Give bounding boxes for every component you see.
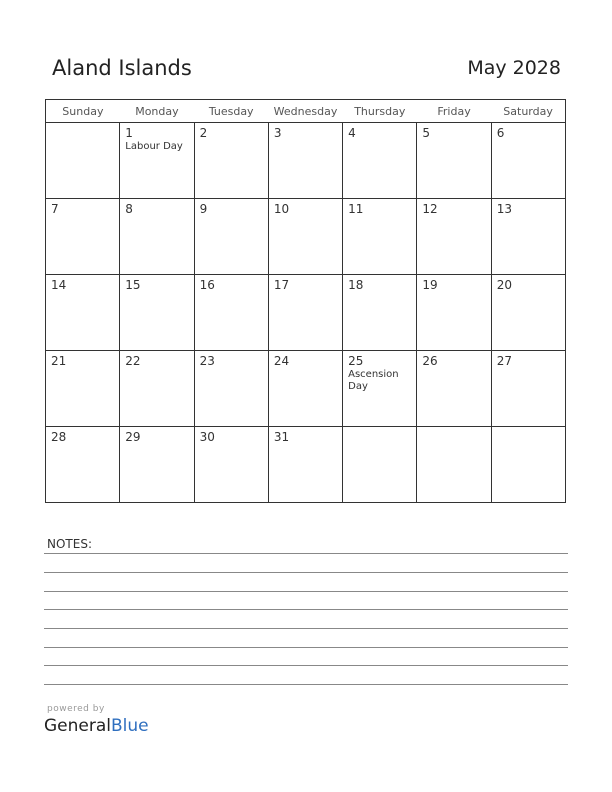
brand-blue: Blue — [111, 716, 149, 736]
day-cell[interactable] — [268, 275, 342, 351]
weekday-header: Tuesday — [194, 100, 268, 123]
day-number: 30 — [199, 430, 215, 444]
weekday-header: Monday — [120, 100, 194, 123]
day-number: 2 — [199, 126, 208, 140]
note-line — [44, 647, 568, 648]
day-cell[interactable] — [343, 351, 417, 427]
day-cell[interactable] — [491, 351, 565, 427]
weekday-header: Saturday — [491, 100, 565, 123]
day-number: 17 — [273, 278, 290, 292]
day-number: 13 — [496, 202, 512, 216]
day-cell[interactable] — [417, 199, 491, 275]
day-cell[interactable] — [343, 275, 417, 351]
week-row — [46, 427, 566, 503]
weekday-header: Thursday — [343, 100, 417, 123]
week-row — [46, 351, 566, 427]
day-number: 27 — [496, 354, 512, 368]
weekday-header-row — [46, 100, 566, 123]
holiday-label: Ascension Day — [348, 369, 399, 392]
notes-label: NOTES: — [47, 537, 92, 551]
day-number: 14 — [51, 278, 67, 292]
day-cell[interactable] — [268, 199, 342, 275]
day-number: 26 — [422, 354, 438, 368]
day-number: 20 — [496, 278, 512, 292]
day-cell[interactable] — [268, 351, 342, 427]
brand-general: General — [44, 716, 111, 736]
day-number: 21 — [51, 354, 67, 368]
week-row — [46, 199, 566, 275]
day-number: 25 — [348, 354, 364, 368]
day-number: 12 — [422, 202, 438, 216]
day-cell[interactable] — [46, 199, 120, 275]
day-number: 28 — [51, 430, 67, 444]
holiday-label: Labour Day — [125, 141, 183, 152]
day-cell[interactable] — [343, 199, 417, 275]
day-cell[interactable] — [46, 123, 120, 199]
note-line — [44, 591, 568, 592]
day-cell[interactable] — [417, 351, 491, 427]
day-number: 5 — [422, 126, 431, 140]
weekday-header: Wednesday — [268, 100, 342, 123]
day-cell[interactable] — [120, 351, 194, 427]
note-line — [44, 628, 568, 629]
day-cell[interactable] — [268, 123, 342, 199]
powered-by-text: powered by — [47, 704, 105, 714]
day-cell[interactable] — [491, 199, 565, 275]
day-number: 29 — [125, 430, 141, 444]
day-cell[interactable] — [417, 123, 491, 199]
day-number: 11 — [348, 202, 364, 216]
note-line — [44, 572, 568, 573]
day-cell[interactable] — [491, 123, 565, 199]
day-number: 31 — [273, 430, 290, 444]
day-cell[interactable] — [120, 275, 194, 351]
day-cell[interactable] — [120, 427, 194, 503]
day-cell[interactable] — [120, 199, 194, 275]
day-number: 4 — [348, 126, 356, 140]
day-cell[interactable] — [417, 427, 491, 503]
note-line — [44, 553, 568, 554]
note-line — [44, 684, 568, 685]
day-cell[interactable] — [46, 275, 120, 351]
weekday-header: Sunday — [46, 100, 120, 123]
day-number: 23 — [199, 354, 215, 368]
day-cell[interactable] — [194, 123, 268, 199]
day-cell[interactable] — [194, 275, 268, 351]
day-cell[interactable] — [491, 427, 565, 503]
day-number: 16 — [199, 278, 215, 292]
day-number: 15 — [125, 278, 141, 292]
day-cell[interactable] — [417, 275, 491, 351]
day-cell[interactable] — [491, 275, 565, 351]
day-number: 8 — [125, 202, 133, 216]
day-number: 7 — [51, 202, 59, 216]
day-cell[interactable] — [194, 427, 268, 503]
day-number: 3 — [273, 126, 282, 140]
week-row — [46, 275, 566, 351]
day-number: 1 — [125, 126, 133, 140]
day-cell[interactable] — [194, 351, 268, 427]
weekday-header: Friday — [417, 100, 491, 123]
day-number: 9 — [199, 202, 208, 216]
note-line — [44, 609, 568, 610]
day-number: 6 — [496, 126, 505, 140]
calendar-grid — [45, 99, 566, 503]
day-cell[interactable] — [194, 199, 268, 275]
day-cell[interactable] — [46, 427, 120, 503]
calendar-month: May 2028 — [467, 57, 561, 79]
calendar-title: Aland Islands — [52, 56, 192, 80]
day-cell[interactable] — [343, 427, 417, 503]
day-number: 19 — [422, 278, 438, 292]
day-number: 18 — [348, 278, 364, 292]
day-cell[interactable] — [120, 123, 194, 199]
week-row — [46, 123, 566, 199]
generalblue-logo[interactable] — [44, 716, 149, 736]
day-number: 22 — [125, 354, 141, 368]
day-cell[interactable] — [268, 427, 342, 503]
day-number: 10 — [273, 202, 290, 216]
note-line — [44, 665, 568, 666]
day-cell[interactable] — [46, 351, 120, 427]
day-cell[interactable] — [343, 123, 417, 199]
day-number: 24 — [273, 354, 290, 368]
